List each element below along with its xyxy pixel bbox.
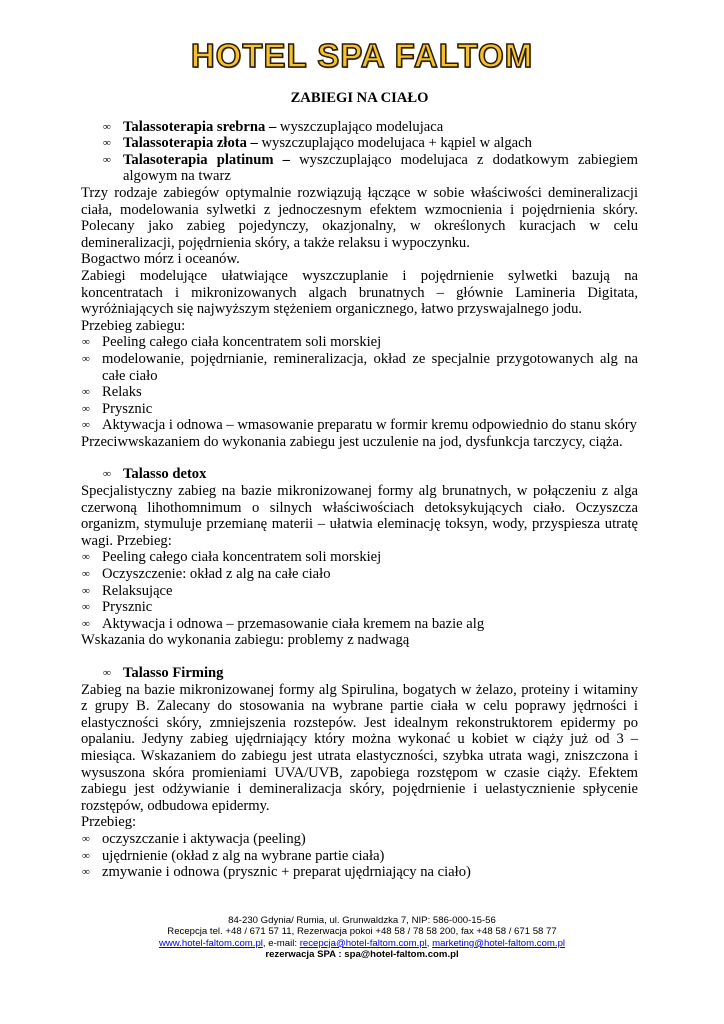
paragraph: Specjalistyczny zabieg na bazie mikronizowanej formy alg brunatnych, w połączeniu z alga czerwoną lihothomnimum o silnych właściwościach detoksykujących ciało. Oczyszcza organizm, stymuluje przemianę materii – ułatwia eleminację toksyn, wody, przyspiesza utratę wagi. Przebieg: [81,483,638,549]
treatment-name: Talassoterapia srebrna – [123,118,277,135]
section-heading-detox: ∞ Talasso detox [102,466,638,483]
procedure-step: ∞ Aktywacja i odnowa – przemasowanie ciała kremem na bazie alg [81,616,638,633]
treatment-name: Talassoterapia złota – [123,135,258,152]
document-body [81,90,638,881]
treatment-desc: wyszczuplająco modelujaca + kąpiel w algach [257,135,532,152]
treatment-item [102,152,638,185]
footer-spa-reservation: rezerwacja SPA : spa@hotel-faltom.com.pl [265,949,459,961]
contraindications: Przeciwwskazaniem do wykonania zabiegu jest uczulenie na jod, dysfunkcja tarczycy, ciąża. [81,433,623,450]
paragraph: Zabiegi modelujące ułatwiające wyszczuplanie i pojędrnienie sylwetki bazują na koncentratach i mikronizowanych algach brunatnych – głównie Lamineria Digitata, wyróżniających się najwyższym stężeniem organicznego, łatwo przyswajalnego jodu. [81,267,638,318]
page-title: ZABIEGI NA CIAŁO [290,90,429,106]
procedure-step: ∞ modelowanie, pojędrnianie, remineralizacja, okład ze specjalnie przygotowanych alg na całe ciało [81,351,638,384]
paragraph: Zabieg na bazie mikronizowanej formy alg Spirulina, bogatych w żelazo, proteiny i witaminy z grupy B. Zalecany do stosowania na wybrane partie ciała w celu poprawy jędrności i elastyczności skóry, zmniejszenia rozstepów. Jest idealnym rekonstruktorem epidermy po opalaniu. Jedyny zabieg ujędrniający który można wykonać u kobiet w ciąży już od 3 – miesiąca. Wskazaniem do zabiegu jest utrata elastyczności, szybka utrata wagi, zniszczona i wysuszona skóra promieniami UVA/UVB, zapobiega rozstępom w czasie ciąży. Efektem zabiegu jest odżywianie i demineralizacja skóry, pojędrnienie i uelastycznienie spłycenie rozstępów, odbudowa epidermy. [81,681,638,814]
procedure-step: ∞ Peeling całego ciała koncentratem soli morskiej [81,549,638,566]
procedure-step: ∞ Oczyszczenie: okład z alg na całe ciało [81,566,638,583]
footer [0,915,724,961]
email-link-marketing[interactable]: marketing@hotel-faltom.com.pl [432,937,566,949]
treatment-name: Talasoterapia platinum – [123,151,290,168]
procedure-steps [81,831,638,881]
hotel-logo: HOTEL SPA FALTOM [190,37,534,74]
procedure-step: ∞ Peeling całego ciała koncentratem soli morskiej [81,334,638,351]
procedure-label: Przebieg zabiegu: [81,317,186,334]
procedure-step: ∞ zmywanie i odnowa (prysznic + preparat ujędrniający na ciało) [81,864,638,881]
treatment-desc: wyszczuplająco modelujaca [276,118,444,135]
footer-address: 84-230 Gdynia/ Rumia, ul. Grunwaldzka 7, NIP: 586-000-15-56 [228,915,496,926]
email-link-recepcja[interactable]: recepcja@hotel-faltom.com.pl [299,937,427,949]
procedure-steps [81,334,638,434]
separator: , [426,937,433,949]
procedure-step: ∞ ujędrnienie (okład z alg na wybrane partie ciała) [81,848,638,865]
section-heading-list [81,665,638,682]
procedure-step: ∞ oczyszczanie i aktywacja (peeling) [81,831,638,848]
paragraph: Bogactwo mórz i oceanów. [81,251,240,268]
section-heading-firming: ∞ Talasso Firming [102,665,638,682]
indications: Wskazania do wykonania zabiegu: problemy z nadwagą [81,632,410,649]
paragraph: Trzy rodzaje zabiegów optymalnie rozwiązują łączące w sobie właściwości demineralizacji ciała, modelowania sylwetki z jednoczesnym efektem wzmocnienia i pojędrnienia skóry. Polecany jako zabieg pojedynczy, okazjonalny, w określonych kuracjach w celu demineralizacji, pojędrnienia skóry, a także relaksu i wypoczynku. [81,184,638,251]
procedure-step: ∞ Relaksujące [81,583,638,600]
treatment-item [102,135,638,152]
treatment-list [81,119,638,185]
email-label: , e-mail: [262,937,300,949]
footer-phones: Recepcja tel. +48 / 671 57 11, Rezerwacja pokoi +48 58 / 78 58 200, fax +48 58 / 671 58 77 [167,926,557,938]
treatment-item [102,119,638,136]
procedure-step: ∞ Aktywacja i odnowa – wmasowanie preparatu w formir kremu odpowiednio do stanu skóry [81,417,638,434]
footer-links [0,938,724,949]
treatment-desc: wyszczuplająco modelujaca z dodatkowym zabiegiem algowym na twarz [123,151,638,185]
procedure-label: Przebieg: [81,814,137,831]
procedure-step: ∞ Relaks [81,384,638,401]
procedure-steps [81,549,638,632]
procedure-step: ∞ Prysznic [81,599,638,616]
section-heading-list [81,466,638,483]
website-link[interactable]: www.hotel-faltom.com.pl [158,937,263,949]
procedure-step: ∞ Prysznic [81,401,638,418]
